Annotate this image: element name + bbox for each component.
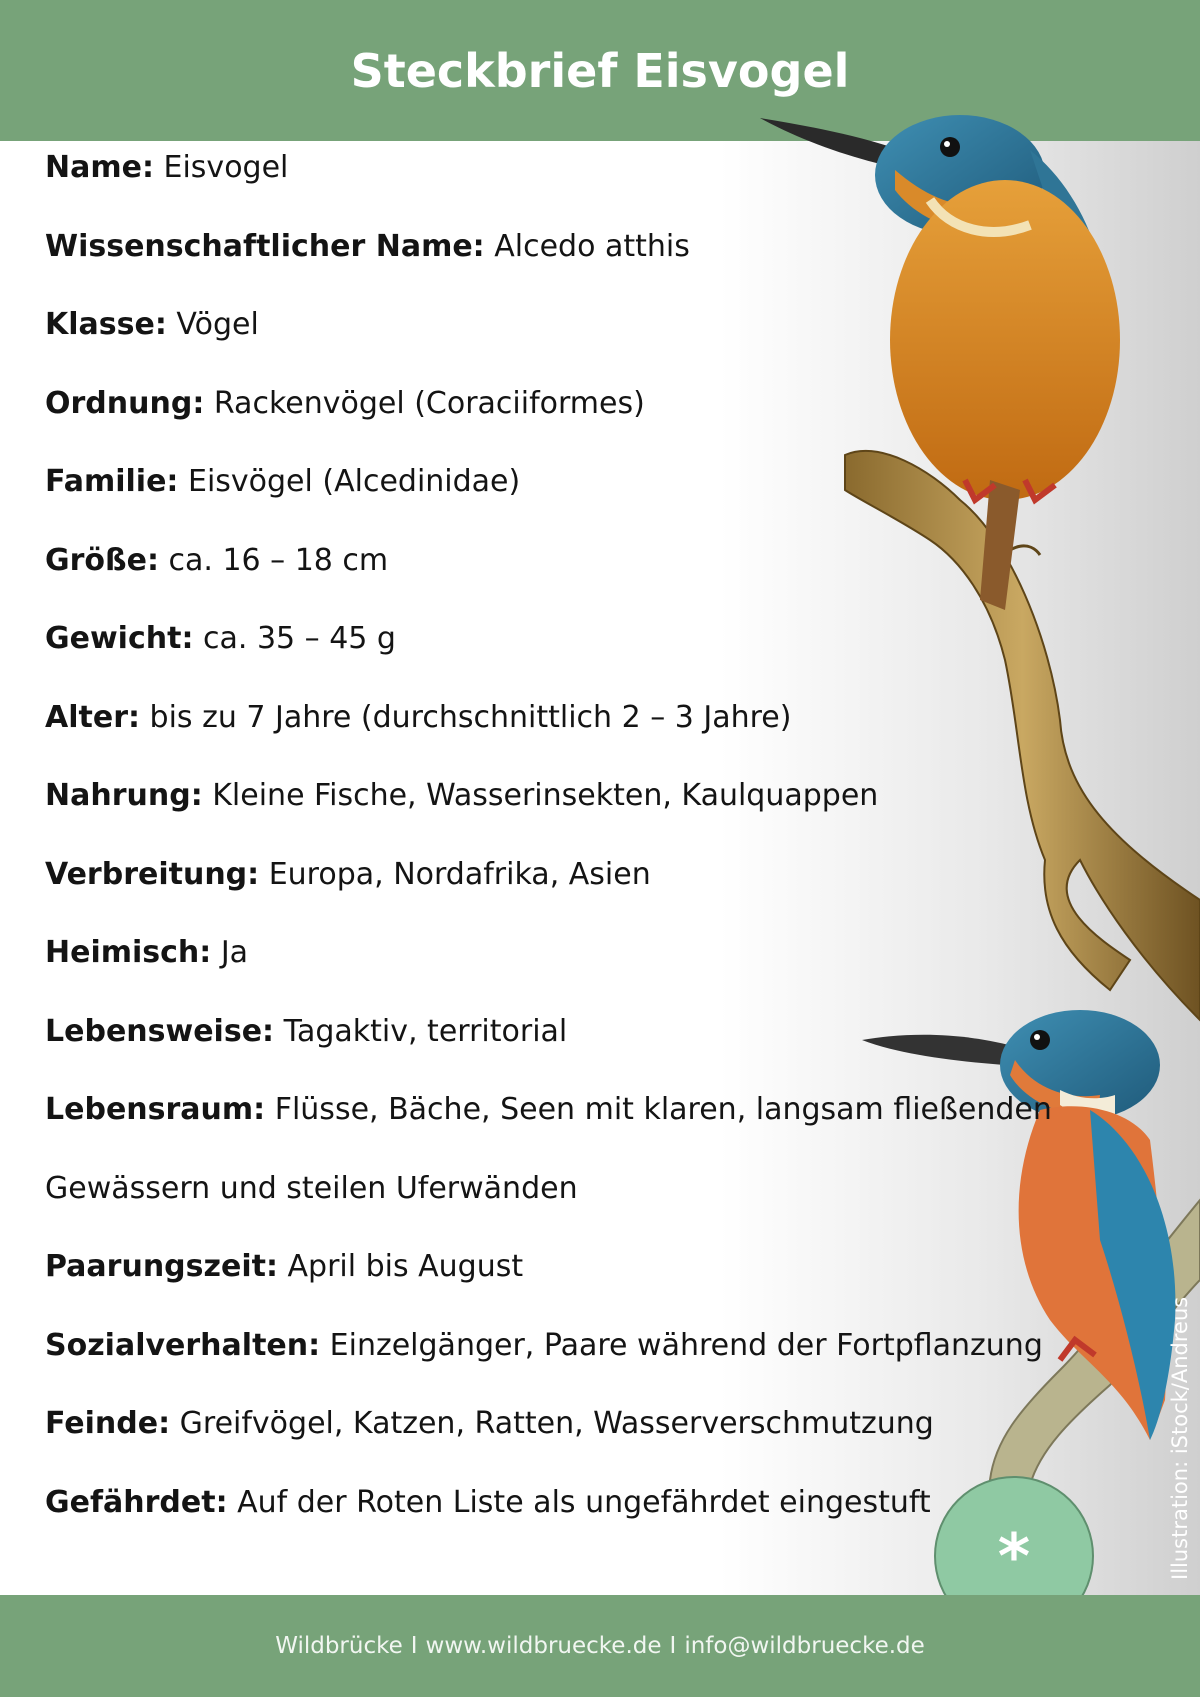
fact-label: Lebensweise:: [45, 1013, 275, 1049]
fact-label: Klasse:: [45, 307, 167, 342]
fact-value: Eisvogel: [163, 150, 289, 185]
fact-row-scientific-name: [45, 228, 1025, 307]
fact-value: Auf der Roten Liste als ungefährdet eingestuft: [237, 1484, 931, 1520]
fact-value: Einzelgänger, Paare während der Fortpflanzung: [329, 1327, 1043, 1363]
fact-list: [45, 149, 1052, 1562]
footer-email-link[interactable]: info@wildbruecke.de: [684, 1633, 925, 1659]
fact-label: Name:: [45, 150, 154, 185]
fact-row-enemies: [45, 1405, 1025, 1484]
page-title: Steckbrief Eisvogel: [350, 43, 850, 98]
image-credit: Illustration: iStock/Andreus: [1168, 1296, 1192, 1580]
fact-row-native: [45, 934, 1025, 1013]
fact-label: Verbreitung:: [45, 856, 260, 892]
fact-row-food: [45, 777, 1025, 856]
fact-row-weight: [45, 620, 1025, 699]
footer-separator: I: [669, 1633, 677, 1659]
fact-label: Ordnung:: [45, 385, 205, 421]
fact-value: Ja: [220, 935, 249, 970]
fact-row-order: [45, 385, 1025, 464]
fact-label: Familie:: [45, 464, 179, 499]
fact-label: Wissenschaftlicher Name:: [45, 228, 485, 264]
fact-row-lifestyle: [45, 1013, 1025, 1092]
fact-row-habitat-continued: [45, 1170, 1025, 1249]
footer-website-link[interactable]: www.wildbruecke.de: [425, 1633, 662, 1659]
fact-value: Alcedo atthis: [494, 228, 690, 264]
fact-value: Eisvögel (Alcedinidae): [187, 464, 521, 499]
footer-separator: I: [410, 1633, 418, 1659]
fact-value: ca. 35 – 45 g: [203, 621, 396, 656]
fact-row-name: [45, 149, 1025, 228]
fact-value: Rackenvögel (Coraciiformes): [213, 385, 645, 421]
fact-label: Nahrung:: [45, 778, 203, 813]
fact-row-age: [45, 699, 1025, 778]
fact-label: Sozialverhalten:: [45, 1327, 321, 1363]
fact-row-family: [45, 463, 1025, 542]
fact-row-social-behavior: [45, 1327, 1043, 1406]
footer-brand: Wildbrücke: [275, 1633, 403, 1659]
fact-value: Flüsse, Bäche, Seen mit klaren, langsam fließenden: [274, 1092, 1052, 1127]
fact-label: Feinde:: [45, 1406, 171, 1441]
fact-label: Paarungszeit:: [45, 1249, 278, 1284]
fact-label: Größe:: [45, 542, 159, 578]
fact-row-mating-season: [45, 1248, 1025, 1327]
fact-row-class: [45, 306, 1025, 385]
badge-symbol: *: [997, 1519, 1031, 1593]
fact-value: Tagaktiv, territorial: [283, 1013, 568, 1049]
fact-row-habitat: [45, 1091, 1052, 1170]
fact-row-size: [45, 542, 1025, 621]
fact-value: April bis August: [287, 1249, 524, 1284]
fact-label: Heimisch:: [45, 935, 212, 970]
fact-value: ca. 16 – 18 cm: [168, 542, 389, 578]
fact-value: Kleine Fische, Wasserinsekten, Kaulquappen: [212, 778, 879, 813]
footer-bar: [0, 1595, 1200, 1697]
fact-label: Gefährdet:: [45, 1484, 228, 1520]
fact-value: Vögel: [176, 307, 259, 342]
fact-label: Lebensraum:: [45, 1092, 266, 1127]
fact-label: Alter:: [45, 699, 140, 735]
fact-label: Gewicht:: [45, 621, 194, 656]
fact-value: Greifvögel, Katzen, Ratten, Wasserverschmutzung: [179, 1406, 934, 1441]
fact-row-distribution: [45, 856, 1025, 935]
fact-row-endangered: [45, 1484, 1025, 1563]
fact-value: bis zu 7 Jahre (durchschnittlich 2 – 3 Jahre): [149, 699, 792, 735]
fact-value: Europa, Nordafrika, Asien: [268, 856, 651, 892]
fact-value: Gewässern und steilen Uferwänden: [45, 1170, 578, 1206]
